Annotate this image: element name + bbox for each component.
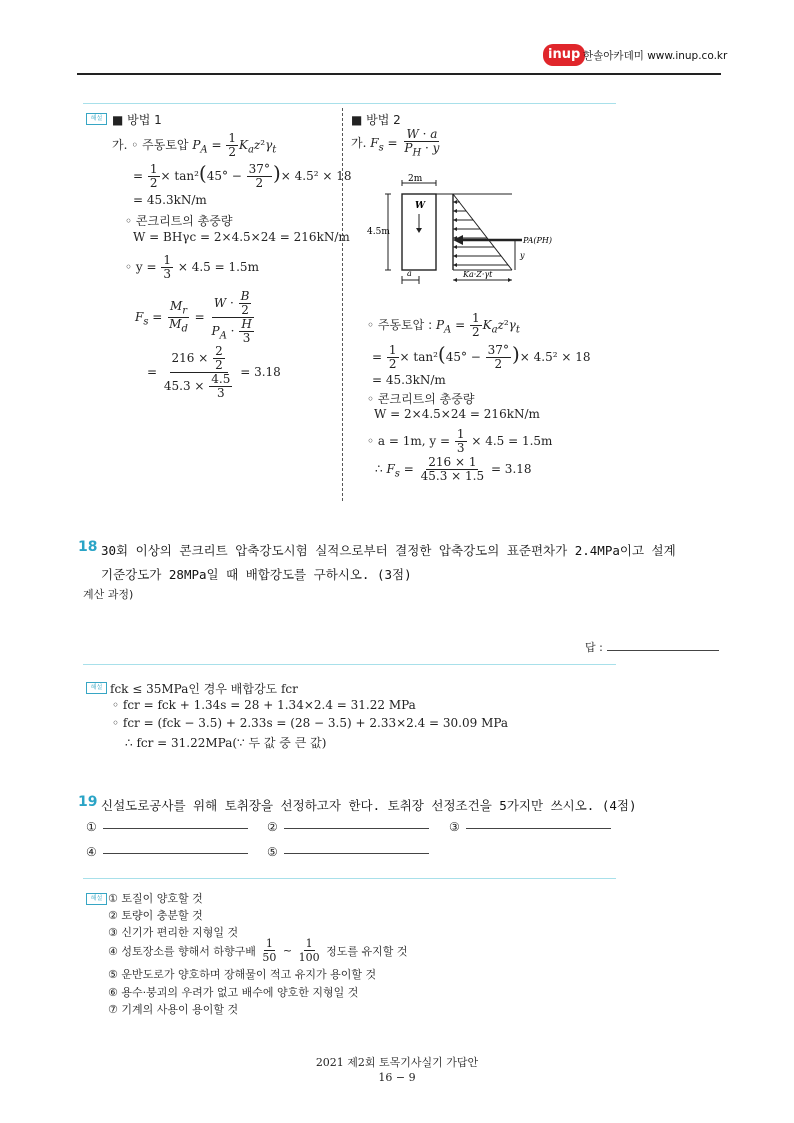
blank-number: ⑤ xyxy=(267,845,278,859)
fs-value: = 3.18 xyxy=(240,365,281,379)
sol18-line3: ◦ fcr = (fck − 3.5) + 2.33s = (28 − 3.5) + 2.33×2.4 = 30.09 MPa xyxy=(112,716,509,730)
footer-title: 2021 제2회 토목기사실기 가답안 xyxy=(315,1056,479,1069)
method1-pa-line: 가. ◦ 주동토압 $P_A$ = $\frac{1}{2}$ $K_az^2\gamma_t$ xyxy=(112,131,277,159)
pa-label: ◦ 주동토압 xyxy=(131,138,189,152)
q19-number: 19 xyxy=(78,794,98,810)
sol19-item-5: ⑤ 운반도로가 양호하며 장해물이 적고 유지가 용이할 것 xyxy=(108,968,377,981)
pa-label: ◦ 주동토압 : xyxy=(367,318,433,332)
q18-answer-field[interactable] xyxy=(607,650,719,651)
sol19-item-7: ⑦ 기계의 사용이 용이할 것 xyxy=(108,1003,239,1016)
method2-a-eq: ◦ a = 1m, y = $\frac{1}{3}$ × 4.5 = 1.5m xyxy=(367,427,553,455)
a-pre: ◦ a = 1m, y = xyxy=(367,434,451,448)
a-post: × 4.5 = 1.5m xyxy=(471,434,553,448)
method1-pa-eq: = $\frac{1}{2}$ × tan²(45° − $\frac{37^\circ}{2}$ )× 4.5² × 18 xyxy=(133,161,352,190)
blank-line xyxy=(103,852,248,854)
retaining-wall-diagram xyxy=(362,172,574,290)
q18-line2: 기준강도가 28MPa일 때 배합강도를 구하시오. (3점) xyxy=(101,567,412,582)
y-label: y xyxy=(520,251,525,260)
method2-pa-eq: = $\frac{1}{2}$ × tan²(45° − $\frac{37^\circ}{2}$ )× 4.5² × 18 xyxy=(372,342,591,371)
inup-logo: inup xyxy=(543,44,585,66)
method2-conc-label: ◦ 콘크리트의 총중량 xyxy=(367,392,475,406)
ga-label: 가. xyxy=(112,138,128,152)
ga-label: 가. xyxy=(351,136,367,151)
sol19-item-4: ④ 성토장소를 향해서 하향구배 $\frac{1}{50}$ ~ $\frac{1}{100}$ 정도를 유지할 것 xyxy=(108,937,408,964)
method2-title: ■ 방법 2 xyxy=(351,113,401,127)
answer-tag: 해설 xyxy=(86,682,107,694)
academy-site: 한솔아카데미 www.inup.co.kr xyxy=(583,50,728,62)
y-post: × 4.5 = 1.5m xyxy=(177,260,259,274)
k-label: Ka·Z·γt xyxy=(463,270,493,279)
blank-line xyxy=(284,827,429,829)
frac-a-num: 1 xyxy=(265,937,273,950)
answer-tag: 해설 xyxy=(86,113,107,125)
item4-text: ④ 성토장소를 향해서 하향구배 xyxy=(108,944,256,958)
blank-line xyxy=(103,827,248,829)
sol19-item-3: ③ 신기가 편리한 지형일 것 xyxy=(108,926,239,939)
blank-number: ③ xyxy=(449,820,460,834)
divider xyxy=(83,103,616,104)
method1-fs-eq: $F_s$ = $\frac{M_r}{M_d}$ = W · $\frac{B}{2}$ $P_A$ · $\frac{H}{3}$ xyxy=(135,290,258,345)
item4-tail: 정도를 유지할 것 xyxy=(326,944,408,958)
q18-number: 18 xyxy=(78,539,98,555)
method1-conc-label: ◦ 콘크리트의 총중량 xyxy=(125,214,233,228)
frac-b-den: 100 xyxy=(298,951,320,964)
q18-calc-label: 계산 과정) xyxy=(83,588,134,601)
weight-label: W xyxy=(415,201,426,211)
header-rule xyxy=(77,73,721,75)
blank-number: ② xyxy=(267,820,278,834)
method2-fs-result: ∴ $F_s$ = $\frac{216 \times 1}{45.3 \times 1.5}$ = 3.18 xyxy=(375,455,532,483)
method1-pa-result: = 45.3kN/m xyxy=(133,193,207,207)
divider xyxy=(83,878,616,879)
blank-number: ④ xyxy=(86,845,97,859)
blank-number: ① xyxy=(86,820,97,834)
a-label: a xyxy=(407,269,412,278)
q18-line1: 30회 이상의 콘크리트 압축강도시험 실적으로부터 결정한 압축강도의 표준편차가 2.4MPa이고 설계 xyxy=(101,543,676,558)
sol18-line1: fck ≤ 35MPa인 경우 배합강도 fcr xyxy=(110,682,298,696)
sol19-item-2: ② 토량이 충분할 것 xyxy=(108,909,203,922)
pa-arrow-label: PA(PH) xyxy=(523,236,553,245)
q19-text: 신설도로공사를 위해 토취장을 선정하고자 한다. 토취장 선정조건을 5가지만 쓰시오. (4점) xyxy=(101,798,637,813)
eq-tail: × 4.5² × 18 xyxy=(280,169,352,183)
method1-y-eq: ◦ y = $\frac{1}{3}$ × 4.5 = 1.5m xyxy=(125,253,259,281)
q19-blank-1[interactable] xyxy=(86,820,248,834)
method2-fs-def: 가. $F_s$ = $\frac{W \cdot a}{P_H \cdot y}$ xyxy=(351,127,440,159)
height-label: 4.5m xyxy=(367,227,390,237)
frac-a-den: 50 xyxy=(262,951,277,964)
width-label: 2m xyxy=(408,174,423,184)
sol18-line4: ∴ fcr = 31.22MPa(∵ 두 값 중 큰 값) xyxy=(125,736,327,750)
sol19-item-1: ① 토질이 양호할 것 xyxy=(108,892,203,905)
method2-pa-line: ◦ 주동토압 : $P_A$ = $\frac{1}{2}$ $K_az^2\gamma_t$ xyxy=(367,311,520,339)
y-pre: ◦ y = xyxy=(125,260,157,274)
q19-blank-4[interactable] xyxy=(86,845,248,859)
eq-tail: × 4.5² × 18 xyxy=(519,350,591,364)
method2-w-eq: W = 2×4.5×24 = 216kN/m xyxy=(374,407,540,421)
frac-b-num: 1 xyxy=(305,937,313,950)
method1-title: ■ 방법 1 xyxy=(112,113,162,127)
q19-blank-2[interactable] xyxy=(267,820,429,834)
method1-w-eq: W = BHγc = 2×4.5×24 = 216kN/m xyxy=(133,230,350,244)
fs-value: = 3.18 xyxy=(490,462,532,476)
q19-blank-3[interactable] xyxy=(449,820,611,834)
sol18-line2: ◦ fcr = fck + 1.34s = 28 + 1.34×2.4 = 31.22 MPa xyxy=(112,698,416,712)
method1-fs-result: = 216 × $\frac{2}{2}$ 45.3 × $\frac{4.5}{3}$ = 3.18 xyxy=(147,344,281,400)
blank-line xyxy=(466,827,611,829)
divider xyxy=(83,664,616,665)
blank-line xyxy=(284,852,429,854)
sol19-item-6: ⑥ 용수·붕괴의 우려가 없고 배수에 양호한 지형일 것 xyxy=(108,986,359,999)
page-number: 16 − 9 xyxy=(378,1071,416,1084)
q18-answer-label: 답 : xyxy=(585,641,603,654)
q19-blank-5[interactable] xyxy=(267,845,429,859)
answer-tag: 해설 xyxy=(86,893,107,905)
method2-pa-result: = 45.3kN/m xyxy=(372,373,446,387)
